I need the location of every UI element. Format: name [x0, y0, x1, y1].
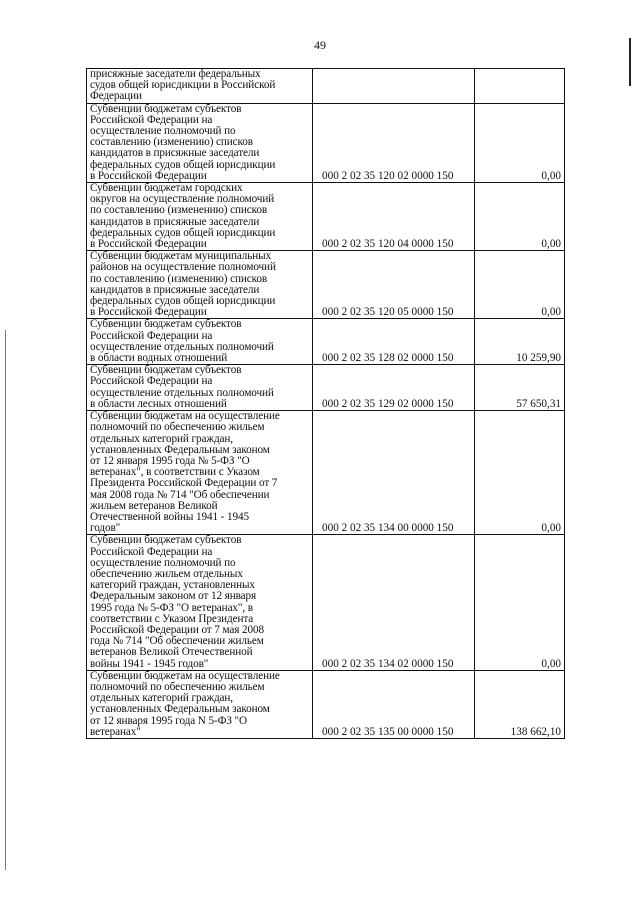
budget-table	[86, 68, 565, 739]
amount-cell: 0,00	[475, 183, 565, 251]
description-line: федеральных судов общей юрисдикции	[90, 295, 276, 308]
amount-cell	[475, 69, 565, 104]
amount-cell: 10 259,90	[475, 319, 565, 365]
budget-code-cell: 000 2 02 35 128 02 0000 150	[313, 319, 475, 365]
table-row	[87, 411, 565, 535]
table-row	[87, 319, 565, 365]
amount-cell: 138 662,10	[475, 670, 565, 738]
description-line: соответствии с Указом Президента	[90, 612, 254, 625]
description-line: в области водных отношений	[90, 352, 228, 365]
amount-cell: 0,00	[475, 535, 565, 670]
budget-table-body	[87, 69, 565, 739]
table-row	[87, 183, 565, 251]
description-line: осуществление отдельных полномочий	[90, 386, 274, 399]
description-line: Президента Российской Федерации от 7	[90, 477, 278, 490]
description-cell	[87, 411, 313, 535]
description-cell	[87, 251, 313, 319]
table-row	[87, 670, 565, 738]
description-line: установленных Федеральным законом	[90, 703, 270, 716]
description-line: мая 2008 года № 714 "Об обеспечении	[90, 488, 270, 501]
description-line: Российской Федерации на	[90, 113, 213, 126]
description-line: Федеральным законом от 12 января	[90, 590, 257, 603]
description-cell	[87, 103, 313, 182]
budget-code-cell: 000 2 02 35 129 02 0000 150	[313, 365, 475, 411]
description-line: Субвенции бюджетам субъектов	[90, 318, 242, 331]
description-cell	[87, 365, 313, 411]
description-cell	[87, 69, 313, 104]
description-line: категорий граждан, установленных	[90, 579, 255, 592]
description-line: ветеранах"	[90, 725, 141, 738]
table-row	[87, 535, 565, 670]
description-cell	[87, 183, 313, 251]
budget-code-cell	[313, 69, 475, 104]
table-row	[87, 251, 565, 319]
description-line: Российской Федерации на	[90, 545, 213, 558]
description-line: осуществление отдельных полномочий	[90, 340, 274, 353]
table-row	[87, 103, 565, 182]
description-line: установленных Федеральным законом	[90, 443, 270, 456]
budget-code-cell: 000 2 02 35 134 00 0000 150	[313, 411, 475, 535]
description-line: кандидатов в присяжные заседатели	[90, 283, 260, 296]
description-line: в области лесных отношений	[90, 397, 227, 410]
description-line: Отечественной войны 1941 - 1945	[90, 510, 249, 523]
description-line: войны 1941 - 1945 годов"	[90, 657, 209, 670]
description-line: ветеранов Великой Отечественной	[90, 646, 253, 659]
table-row	[87, 365, 565, 411]
description-line: Субвенции бюджетам субъектов	[90, 102, 242, 115]
description-line: Субвенции бюджетам городских	[90, 182, 243, 195]
description-cell	[87, 319, 313, 365]
description-line: от 12 января 1995 года № 5-ФЗ "О	[90, 454, 250, 467]
description-line: судов общей юрисдикции в Российской	[90, 79, 276, 92]
budget-code-cell: 000 2 02 35 120 04 0000 150	[313, 183, 475, 251]
description-line: кандидатов в присяжные заседатели	[90, 147, 260, 160]
description-line: в Российской Федерации	[90, 238, 207, 251]
table-row	[87, 69, 565, 104]
description-line: Субвенции бюджетам субъектов	[90, 534, 242, 547]
description-line: Субвенции бюджетам на осуществление	[90, 410, 280, 423]
description-line: федеральных судов общей юрисдикции	[90, 226, 276, 239]
description-line: жильем ветеранов Великой	[90, 499, 218, 512]
description-line: округов на осуществление полномочий	[90, 193, 275, 206]
description-line: осуществление полномочий по	[90, 556, 236, 569]
amount-cell: 0,00	[475, 411, 565, 535]
amount-cell: 0,00	[475, 103, 565, 182]
description-line: присяжные заседатели федеральных	[90, 68, 261, 80]
description-line: федеральных судов общей юрисдикции	[90, 158, 276, 171]
description-line: Российской Федерации на	[90, 329, 213, 342]
description-line: по составлению (изменению) списков	[90, 272, 268, 285]
description-line: районов на осуществление полномочий	[90, 261, 276, 274]
description-line: в Российской Федерации	[90, 306, 207, 319]
description-line: Российской Федерации на	[90, 375, 213, 388]
amount-cell: 0,00	[475, 251, 565, 319]
description-cell	[87, 670, 313, 738]
page-number: 49	[314, 38, 326, 52]
description-line: года № 714 "Об обеспечении жильем	[90, 635, 264, 648]
description-line: составлению (изменению) списков	[90, 136, 253, 149]
description-line: Субвенции бюджетам муниципальных	[90, 250, 272, 263]
amount-cell: 57 650,31	[475, 365, 565, 411]
description-line: ветеранах", в соответствии с Указом	[90, 466, 260, 479]
scan-edge-mark-right	[629, 38, 631, 86]
budget-code-cell: 000 2 02 35 135 00 0000 150	[313, 670, 475, 738]
description-line: годов"	[90, 522, 121, 535]
description-line: полномочий по обеспечению жильем	[90, 421, 265, 434]
description-line: осуществление полномочий по	[90, 125, 236, 138]
description-line: от 12 января 1995 года N 5-ФЗ "О	[90, 714, 247, 727]
budget-code-cell: 000 2 02 35 120 02 0000 150	[313, 103, 475, 182]
description-line: по составлению (изменению) списков	[90, 204, 268, 217]
budget-code-cell: 000 2 02 35 120 05 0000 150	[313, 251, 475, 319]
description-line: отдельных категорий граждан,	[90, 432, 234, 445]
description-line: кандидатов в присяжные заседатели	[90, 215, 260, 228]
description-line: обеспечению жильем отдельных	[90, 567, 243, 580]
budget-code-cell: 000 2 02 35 134 02 0000 150	[313, 535, 475, 670]
description-line: отдельных категорий граждан,	[90, 692, 234, 705]
scan-edge-mark-left	[5, 330, 6, 870]
description-line: Субвенции бюджетам субъектов	[90, 364, 242, 377]
description-line: 1995 года № 5-ФЗ "О ветеранах", в	[90, 601, 253, 614]
description-line: полномочий по обеспечению жильем	[90, 680, 265, 693]
description-cell	[87, 535, 313, 670]
description-line: Федерации	[90, 90, 142, 103]
description-line: в Российской Федерации	[90, 169, 207, 182]
description-line: Российской Федерации от 7 мая 2008	[90, 623, 264, 636]
description-line: Субвенции бюджетам на осуществление	[90, 669, 280, 682]
